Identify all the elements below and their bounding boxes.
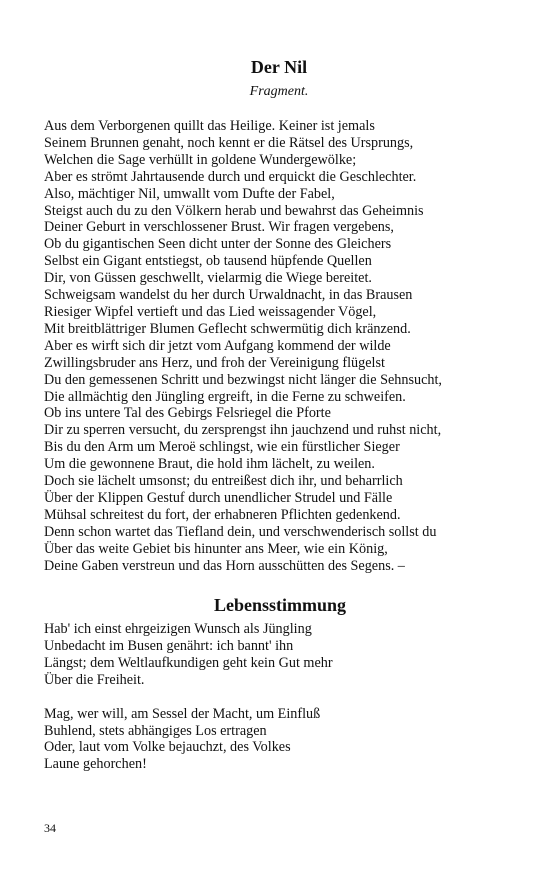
poem-title: Der Nil <box>250 57 308 77</box>
poem-line: Ob ins untere Tal des Gebirgs Felsriegel die Pforte <box>44 405 331 422</box>
poem-line: Oder, laut vom Volke bejauchzt, des Volkes <box>44 739 291 756</box>
poem-line: Um die gewonnene Braut, die hold ihm lächelt, zu weilen. <box>44 456 375 473</box>
poem-line: Welchen die Sage verhüllt in goldene Wundergewölke; <box>44 151 357 168</box>
stanza-gap <box>44 689 484 706</box>
poem-line: Die allmächtig den Jüngling ergreift, in die Ferne zu schweifen. <box>44 388 406 405</box>
poem-line: Riesiger Wipfel vertieft und das Lied weissagender Vögel, <box>44 303 377 320</box>
poem-line: Mag, wer will, am Sessel der Macht, um Einfluß <box>44 705 321 722</box>
poem-body <box>44 621 484 773</box>
poem-line: Über das weite Gebiet bis hinunter ans Meer, wie ein König, <box>44 540 388 557</box>
poem-line: Schweigsam wandelst du her durch Urwaldnacht, in das Brausen <box>44 287 413 304</box>
poem-line: Ob du gigantischen Seen dicht unter der Sonne des Gleichers <box>44 236 392 253</box>
poem-line: Aber es strömt Jahrtausende durch und erquickt die Geschlechter. <box>44 168 417 185</box>
poem-line: Unbedacht im Busen genährt: ich bannt' ihn <box>44 637 294 654</box>
poem-line: Aus dem Verborgenen quillt das Heilige. Keiner ist jemals <box>44 118 375 134</box>
poem-line: Zwillingsbruder ans Herz, und froh der Vereinigung flügelst <box>44 354 385 371</box>
poem-line: Aber es wirft sich dir jetzt vom Aufgang kommend der wilde <box>44 337 391 354</box>
poem-body <box>44 118 484 574</box>
poem-line: Also, mächtiger Nil, umwallt vom Dufte der Fabel, <box>44 185 335 202</box>
poem-line: Seinem Brunnen genaht, noch kennt er die Rätsel des Ursprungs, <box>44 134 414 151</box>
poem-line: Steigst auch du zu den Völkern herab und bewahrst das Geheimnis <box>44 202 424 219</box>
poem-line: Du den gemessenen Schritt und bezwingst nicht länger die Sehnsucht, <box>44 371 442 388</box>
poem-line: Buhlend, stets abhängiges Los ertragen <box>44 722 267 739</box>
stanza <box>44 621 484 689</box>
poem-line: Hab' ich einst ehrgeizigen Wunsch als Jüngling <box>44 621 312 637</box>
poem-line: Deiner Geburt in verschlossener Brust. Wir fragen vergebens, <box>44 219 394 236</box>
poem-line: Denn schon wartet das Tiefland dein, und verschwenderisch sollst du <box>44 523 437 540</box>
poem-line: Über der Klippen Gestuf durch unendlicher Strudel und Fälle <box>44 489 393 506</box>
poem-line: Dir, von Güssen geschwellt, vielarmig die Wiege bereitet. <box>44 270 372 287</box>
poem-line: Selbst ein Gigant entstiegst, ob tausend hüpfende Quellen <box>44 253 372 270</box>
poem-subtitle: Fragment. <box>249 84 309 99</box>
poem-line: Bis du den Arm um Meroë schlingst, wie ein fürstlicher Sieger <box>44 439 400 456</box>
poem-line: Laune gehorchen! <box>44 756 147 773</box>
poem-title: Lebensstimmung <box>213 595 347 615</box>
poem-line: Doch sie lächelt umsonst; du entreißest dich ihr, und beharrlich <box>44 473 403 490</box>
poem-line: Längst; dem Weltlaufkundigen geht kein Gut mehr <box>44 654 333 671</box>
page-number: 34 <box>44 821 56 835</box>
poem-line: Mit breitblättriger Blumen Geflecht schwermütig dich kränzend. <box>44 320 411 337</box>
poem-line: Deine Gaben verstreun und das Horn ausschütten des Segens. – <box>44 557 405 574</box>
poem-line: Mühsal schreitest du fort, der erhabneren Pflichten gedenkend. <box>44 506 401 523</box>
poem-line: Über die Freiheit. <box>44 671 145 688</box>
stanza <box>44 706 484 774</box>
poem-line: Dir zu sperren versucht, du zersprengst ihn jauchzend und ruhst nicht, <box>44 422 442 439</box>
